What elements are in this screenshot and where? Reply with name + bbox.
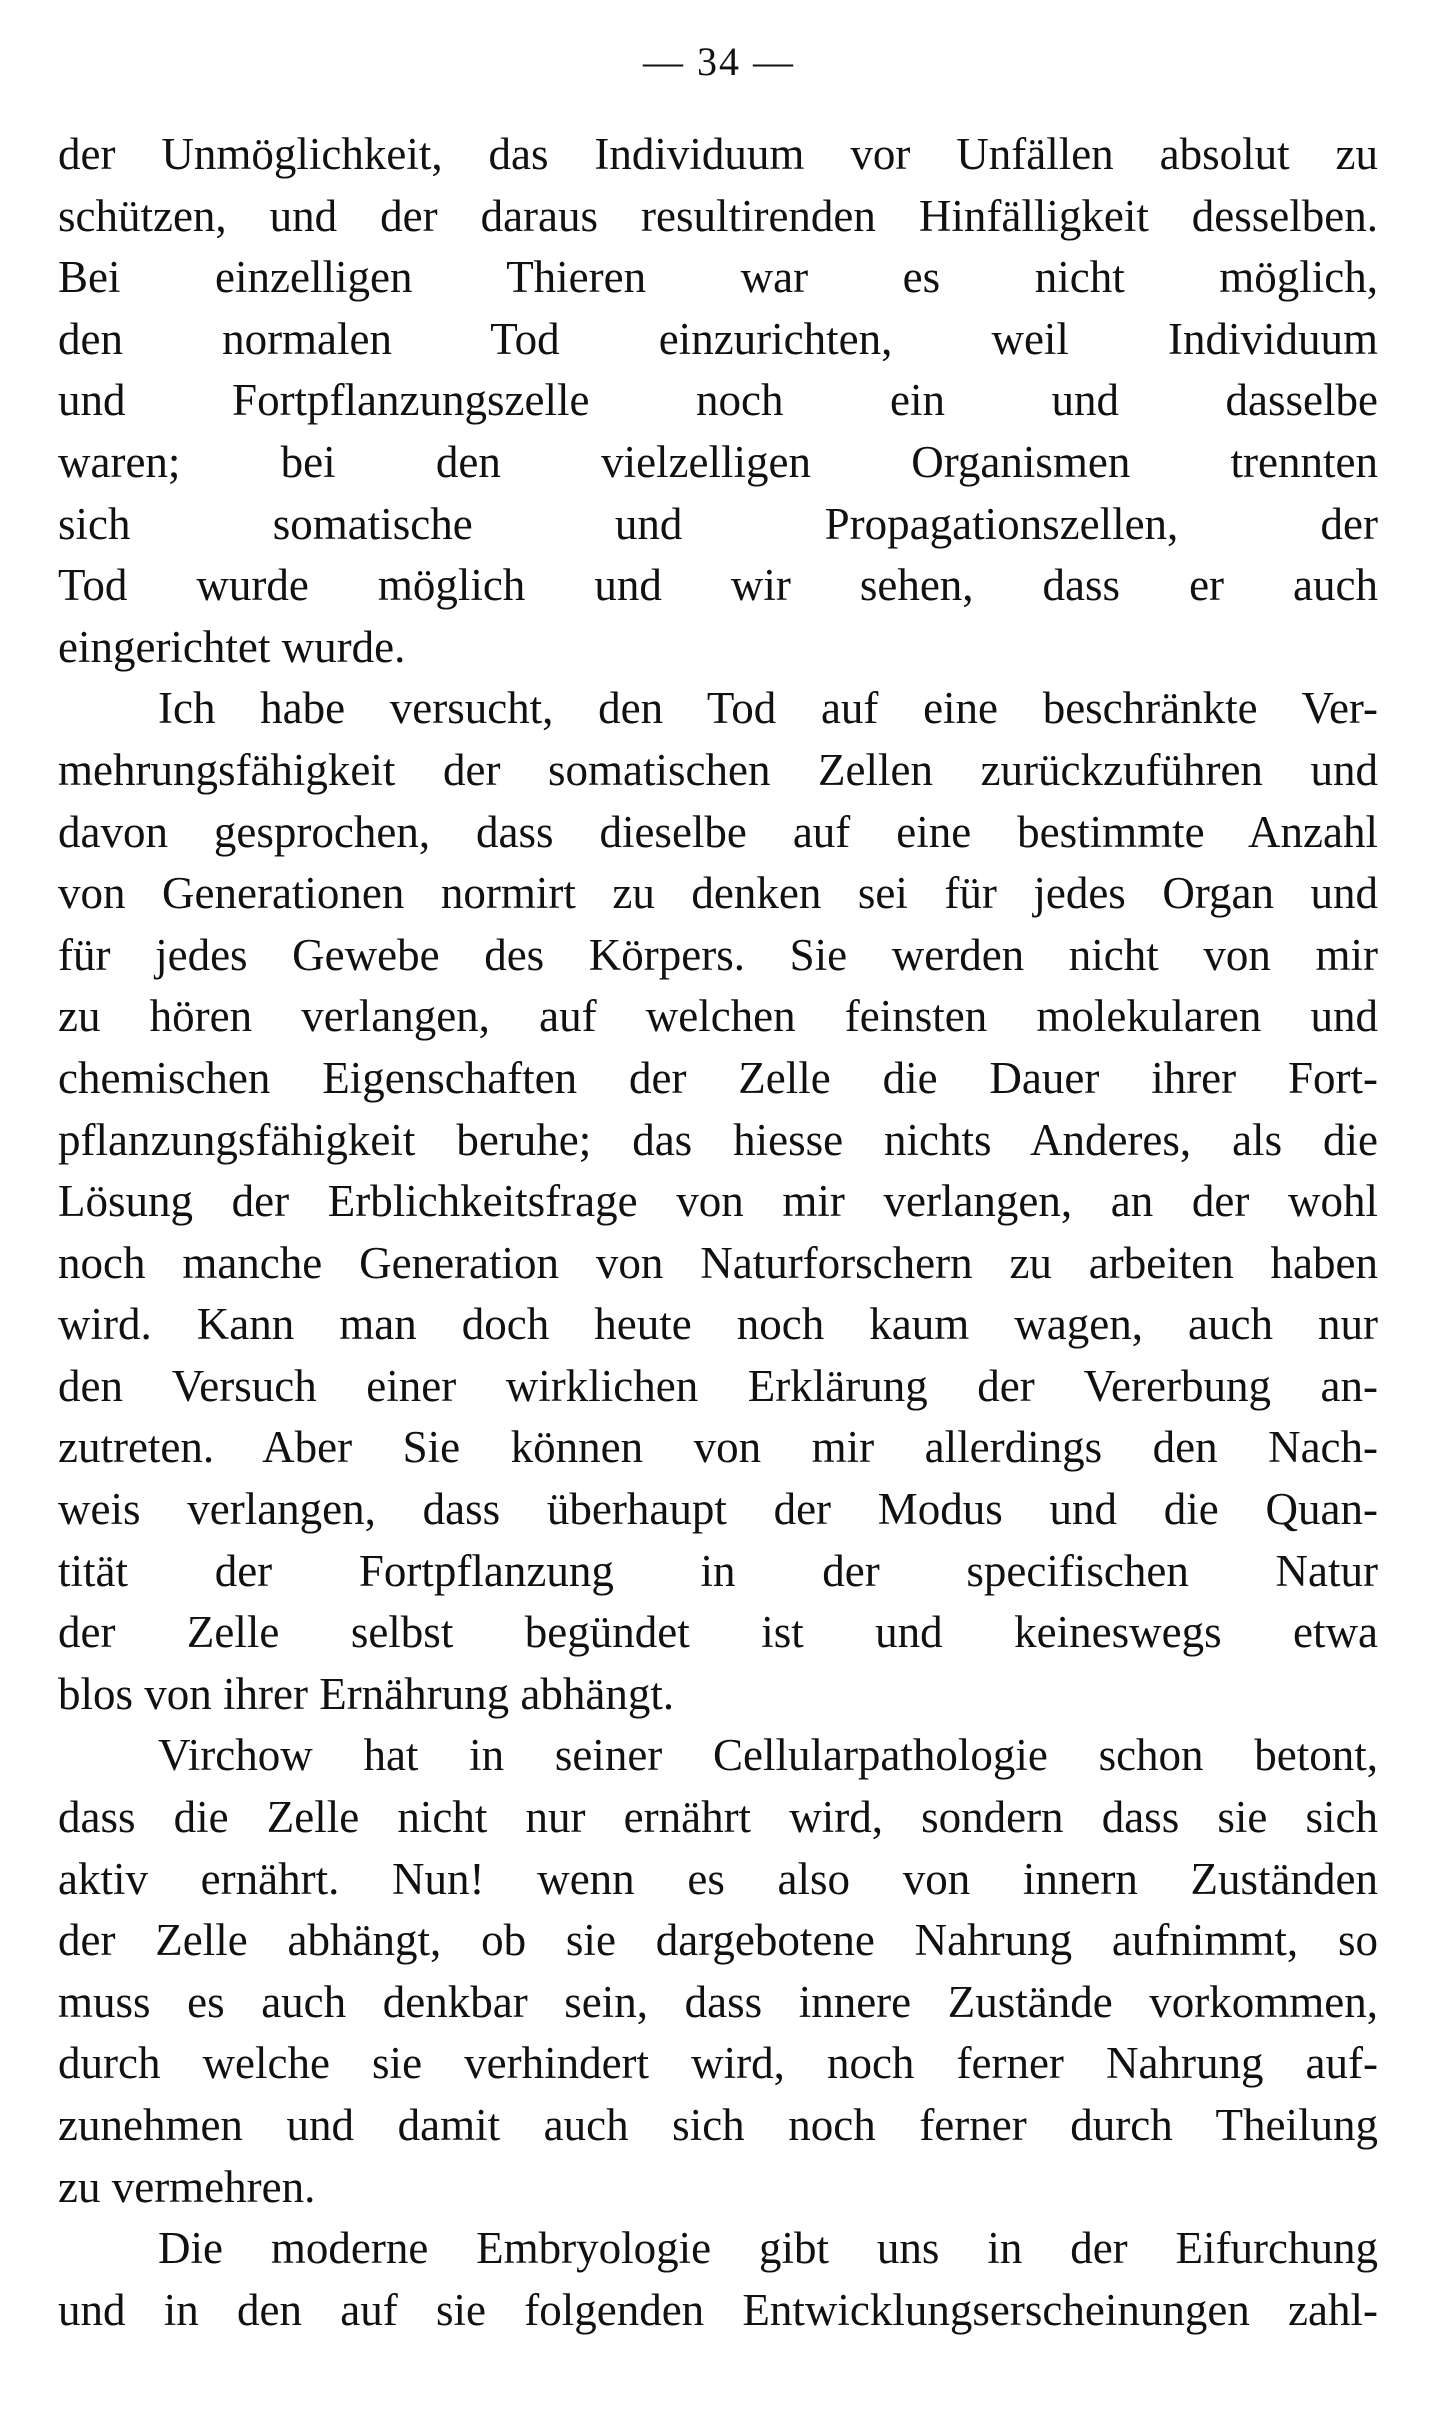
text-line: Die moderne Embryologie gibt uns in der Eifurchung (158, 2223, 1378, 2274)
text-line: Ich habe versucht, den Tod auf eine beschränkte Ver- (158, 683, 1378, 734)
text-line: dass die Zelle nicht nur ernährt wird, sondern dass sie sich (58, 1792, 1378, 1843)
text-line: Bei einzelligen Thieren war es nicht möglich, (58, 252, 1378, 303)
body-text (58, 124, 1378, 2341)
text-line: der Unmöglichkeit, das Individuum vor Unfällen absolut zu (58, 129, 1378, 179)
text-line: sich somatische und Propagationszellen, der (58, 498, 1378, 549)
text-line: zutreten. Aber Sie können von mir allerdings den Nach- (58, 1422, 1378, 1473)
text-line: wird. Kann man doch heute noch kaum wagen, auch nur (58, 1299, 1378, 1350)
page-number: — 34 — (643, 39, 795, 84)
text-line: noch manche Generation von Naturforschern zu arbeiten haben (58, 1237, 1378, 1288)
text-line: der Zelle abhängt, ob sie dargebotene Nahrung aufnimmt, so (58, 1915, 1378, 1966)
text-line: und in den auf sie folgenden Entwicklungserscheinungen zahl- (58, 2284, 1378, 2335)
text-line: zu hören verlangen, auf welchen feinsten molekularen und (58, 991, 1378, 1042)
text-line: schützen, und der daraus resultirenden Hinfälligkeit desselben. (58, 190, 1378, 241)
text-line: waren; bei den vielzelligen Organismen trennten (58, 436, 1378, 487)
text-line: eingerichtet wurde. (58, 621, 406, 672)
text-line: tität der Fortpflanzung in der specifischen Natur (58, 1545, 1378, 1596)
text-line: Lösung der Erblichkeitsfrage von mir verlangen, an der wohl (58, 1176, 1378, 1227)
text-line: und Fortpflanzungszelle noch ein und dasselbe (58, 375, 1378, 426)
text-line: muss es auch denkbar sein, dass innere Zustände vorkommen, (58, 1976, 1378, 2027)
text-line: mehrungsfähigkeit der somatischen Zellen zurückzuführen und (58, 744, 1378, 795)
text-line: den Versuch einer wirklichen Erklärung der Vererbung an- (58, 1360, 1378, 1411)
text-line: pflanzungsfähigkeit beruhe; das hiesse nichts Anderes, als die (58, 1114, 1378, 1165)
text-line: zunehmen und damit auch sich noch ferner durch Theilung (58, 2100, 1378, 2150)
text-line: aktiv ernährt. Nun! wenn es also von innern Zuständen (58, 1853, 1378, 1904)
text-line: Virchow hat in seiner Cellularpathologie schon betont, (158, 1730, 1378, 1781)
text-line: zu vermehren. (58, 2161, 316, 2212)
text-line: Tod wurde möglich und wir sehen, dass er auch (58, 560, 1378, 611)
text-line: den normalen Tod einzurichten, weil Individuum (58, 313, 1378, 364)
text-line: durch welche sie verhindert wird, noch ferner Nahrung auf- (58, 2038, 1378, 2089)
text-line: von Generationen normirt zu denken sei für jedes Organ und (58, 868, 1378, 919)
text-line: blos von ihrer Ernährung abhängt. (58, 1668, 675, 1719)
text-line: weis verlangen, dass überhaupt der Modus und die Quan- (58, 1484, 1378, 1535)
text-line: chemischen Eigenschaften der Zelle die Dauer ihrer Fort- (58, 1052, 1378, 1103)
text-line: der Zelle selbst begündet ist und keineswegs etwa (58, 1607, 1378, 1658)
text-line: davon gesprochen, dass dieselbe auf eine bestimmte Anzahl (58, 806, 1378, 857)
text-line: für jedes Gewebe des Körpers. Sie werden nicht von mir (58, 929, 1378, 980)
